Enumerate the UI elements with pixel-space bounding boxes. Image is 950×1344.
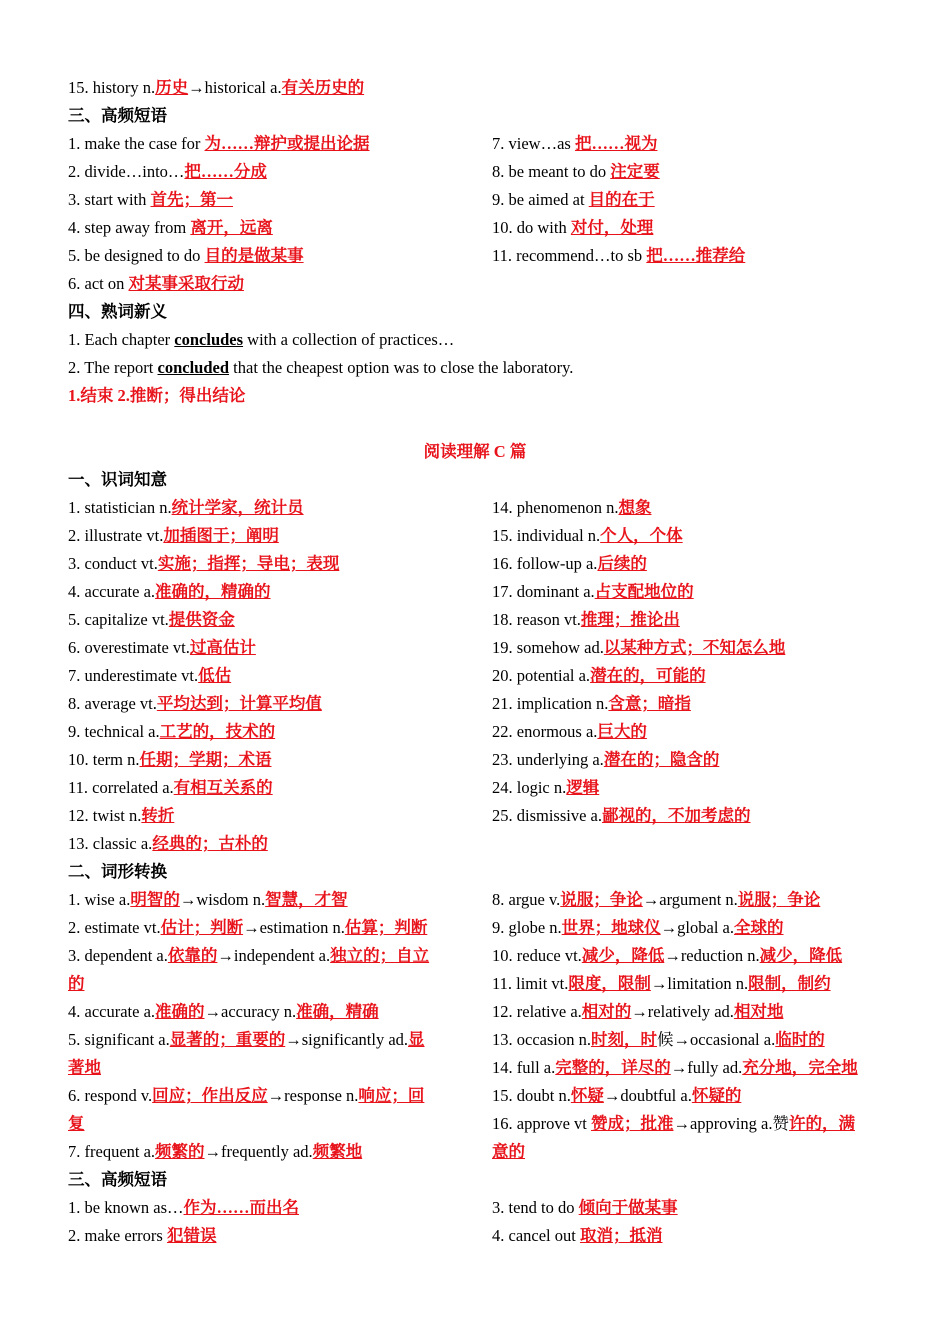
vocab-item <box>492 522 683 550</box>
passage-title: 阅读理解 C 篇 <box>423 442 527 461</box>
sentence-answers: 1.结束 2.推断；得出结论 <box>68 386 246 405</box>
vocab-item <box>68 494 304 522</box>
phrase-text: 4. cancel out <box>492 1226 580 1245</box>
conv-word: 7. frequent a. <box>68 1142 156 1161</box>
phrase-answer: 注定要 <box>610 162 660 181</box>
conversion-item <box>492 1110 855 1138</box>
conv-word: 候 <box>656 1030 674 1049</box>
conversion-wrap <box>68 1054 101 1082</box>
conv-answer: 意的 <box>492 1142 525 1161</box>
item-history <box>68 74 364 102</box>
phrase-item <box>492 130 657 158</box>
vocab-item <box>68 522 279 550</box>
vocab-word: 24. logic n. <box>492 778 567 797</box>
vocab-word: 6. overestimate vt. <box>68 638 190 657</box>
conversion-item <box>68 1026 425 1054</box>
vocab-answer: 含意；暗指 <box>608 694 691 713</box>
conv-word: →global a. <box>660 918 734 937</box>
conv-answer: 怀疑 <box>570 1086 604 1105</box>
conv-answer: 依靠的 <box>167 946 218 965</box>
phrase-answer: 目的在于 <box>588 190 655 209</box>
conv-word: →response n. <box>267 1086 359 1105</box>
conv-answer: 复 <box>68 1114 85 1133</box>
phrase-text: 5. be designed to do <box>68 246 205 265</box>
conversion-wrap <box>492 1138 525 1166</box>
conv-word: 5. significant a. <box>68 1030 170 1049</box>
phrase-text: 6. act on <box>68 274 129 293</box>
vocab-word: 5. capitalize vt. <box>68 610 169 629</box>
vocab-item <box>492 606 680 634</box>
vocab-word: 18. reason vt. <box>492 610 581 629</box>
vocab-answer: 巨大的 <box>597 722 647 741</box>
conv-answer: 智慧，才智 <box>265 890 348 909</box>
phrase-item <box>492 242 745 270</box>
conv-word: 16. approve vt <box>492 1114 591 1133</box>
vocab-answer: 统计学家，统计员 <box>171 498 304 517</box>
conversion-item <box>492 970 831 998</box>
conv-answer: 世界；地球仪 <box>561 918 661 937</box>
sentence-text: 1. Each chapter <box>68 330 175 349</box>
conv-answer: 怀疑的 <box>691 1086 742 1105</box>
vocab-item <box>68 662 231 690</box>
phrase-answer: 对某事采取行动 <box>128 274 244 293</box>
conv-answer: 充分地，完全地 <box>742 1058 858 1077</box>
conv-answer: 明智的 <box>130 890 180 909</box>
phrase-answer: 目的是做某事 <box>204 246 304 265</box>
vocab-answer: 实施；指挥；导电；表现 <box>157 554 340 573</box>
conversion-item <box>68 1082 424 1110</box>
conv-word: 13. occasion n. <box>492 1030 591 1049</box>
vocab-word: 10. term n. <box>68 750 140 769</box>
conversion-item <box>492 1026 825 1054</box>
phrase-item <box>68 242 304 270</box>
conv-answer: 著地 <box>68 1058 101 1077</box>
conversion-item <box>68 1138 362 1166</box>
vocab-word: 21. implication n. <box>492 694 609 713</box>
conv-answer: 响应；回 <box>358 1086 425 1105</box>
phrase-answer: 把……推荐给 <box>646 246 746 265</box>
vocab-word: 1. statistician n. <box>68 498 172 517</box>
phrase-text: 3. start with <box>68 190 151 209</box>
vocab-answer: 转折 <box>141 806 175 825</box>
phrase-answer: 离开，远离 <box>190 218 273 237</box>
conv-word: 12. relative a. <box>492 1002 582 1021</box>
conv-word: 2. estimate vt. <box>68 918 161 937</box>
phrase-text: 2. make errors <box>68 1226 167 1245</box>
phrase-text: 7. view…as <box>492 134 575 153</box>
vocab-item <box>492 774 599 802</box>
conversion-item <box>68 998 379 1026</box>
conv-word: →argument n. <box>642 890 738 909</box>
vocab-answer: 个人，个体 <box>600 526 683 545</box>
conv-answer: 频繁地 <box>312 1142 363 1161</box>
vocab-item <box>68 802 174 830</box>
phrase-text: 2. divide…into… <box>68 162 185 181</box>
conv-word: →significantly ad. <box>285 1030 409 1049</box>
phrase-answer: 取消；抵消 <box>579 1226 663 1245</box>
vocab-answer: 任期；学期；术语 <box>139 750 272 769</box>
vocab-item <box>492 550 647 578</box>
vocab-item <box>68 774 273 802</box>
phrase-item <box>68 270 244 298</box>
sentence-text: with a collection of practices… <box>243 330 455 349</box>
vocab-word: 9. technical a. <box>68 722 160 741</box>
vocab-item <box>68 746 272 774</box>
conv-word: →frequently ad. <box>204 1142 313 1161</box>
vocab-word: 4. accurate a. <box>68 582 156 601</box>
conv-answer: 估计；判断 <box>160 918 244 937</box>
conversion-wrap <box>68 970 85 998</box>
conv-word: 1. wise a. <box>68 890 131 909</box>
vocab-answer: 低估 <box>198 666 232 685</box>
conv-word: →occasional a. <box>673 1030 776 1049</box>
conv-answer: 显 <box>408 1030 425 1049</box>
conv-word: →approving a.赞 <box>673 1114 789 1133</box>
phrase-text: 4. step away from <box>68 218 191 237</box>
vocab-item <box>492 718 647 746</box>
conv-word: 8. argue v. <box>492 890 561 909</box>
vocab-word: 17. dominant a. <box>492 582 595 601</box>
vocab-answer: 鄙视的，不加考虑的 <box>602 806 751 825</box>
phrase-item <box>492 158 660 186</box>
vocab-answer: 工艺的，技术的 <box>159 722 276 741</box>
vocab-item <box>68 718 275 746</box>
conv-answer: 限制，制约 <box>748 974 831 993</box>
vocab-word: 16. follow-up a. <box>492 554 598 573</box>
vocab-word: 8. average vt. <box>68 694 157 713</box>
conversion-item <box>492 942 842 970</box>
vocab-word: 22. enormous a. <box>492 722 598 741</box>
conv-answer: 许的，满 <box>788 1114 855 1133</box>
conv-answer: 减少，降低 <box>759 946 843 965</box>
sentence-text: 2. The report <box>68 358 158 377</box>
vocab-answer: 提供资金 <box>168 610 235 629</box>
vocab-answer: 后续的 <box>597 554 647 573</box>
phrase-answer: 倾向于做某事 <box>578 1198 678 1217</box>
vocab-answer: 平均达到；计算平均值 <box>156 694 322 713</box>
conv-word: →accuracy n. <box>204 1002 297 1021</box>
section-heading: 三、高频短语 <box>68 1170 167 1189</box>
conv-answer: 临时的 <box>775 1030 825 1049</box>
phrase-text: 3. tend to do <box>492 1198 579 1217</box>
phrase-answer: 把……分成 <box>184 162 267 181</box>
conversion-wrap <box>68 1110 85 1138</box>
phrase-text: 1. make the case for <box>68 134 205 153</box>
vocab-item <box>68 690 322 718</box>
conv-word: →limitation n. <box>650 974 749 993</box>
conv-word: 11. limit vt. <box>492 974 569 993</box>
section-heading: 二、词形转换 <box>68 862 167 881</box>
conv-word: →independent a. <box>217 946 331 965</box>
conv-answer: 频繁的 <box>155 1142 205 1161</box>
phrase-item <box>68 214 273 242</box>
example-sentence <box>68 354 573 382</box>
conversion-item <box>68 914 427 942</box>
vocab-item <box>492 690 691 718</box>
item-answer: 有关历史的 <box>281 78 365 97</box>
conv-answer: 全球的 <box>734 918 784 937</box>
conv-word: 14. full a. <box>492 1058 556 1077</box>
phrase-answer: 作为……而出名 <box>183 1198 299 1217</box>
conv-word: →relatively ad. <box>631 1002 734 1021</box>
conv-answer: 说服；争论 <box>737 890 821 909</box>
vocab-word: 12. twist n. <box>68 806 142 825</box>
item-prompt: 15. history n. <box>68 78 156 97</box>
conv-answer: 说服；争论 <box>560 890 643 909</box>
conv-answer: 时刻，时 <box>590 1030 657 1049</box>
vocab-answer: 想象 <box>618 498 652 517</box>
vocab-word: 19. somehow ad. <box>492 638 604 657</box>
conversion-item <box>492 998 783 1026</box>
vocab-answer: 过高估计 <box>189 638 256 657</box>
conv-answer: 赞成；批准 <box>590 1114 674 1133</box>
phrase-text: 8. be meant to do <box>492 162 611 181</box>
conversion-item <box>492 886 820 914</box>
conversion-item <box>492 1054 858 1082</box>
phrase-item <box>68 1222 216 1250</box>
phrase-item <box>68 1194 299 1222</box>
vocab-item <box>68 606 235 634</box>
conv-answer: 准确，精确 <box>296 1002 379 1021</box>
sentence-text: that the cheapest option was to close the laboratory. <box>229 358 574 377</box>
phrase-item <box>492 1194 678 1222</box>
vocab-answer: 占支配地位的 <box>594 582 694 601</box>
vocab-word: 14. phenomenon n. <box>492 498 619 517</box>
phrase-answer: 犯错误 <box>166 1226 217 1245</box>
vocab-word: 11. correlated a. <box>68 778 174 797</box>
vocab-word: 23. underlying a. <box>492 750 604 769</box>
conv-word: 9. globe n. <box>492 918 562 937</box>
vocab-word: 7. underestimate vt. <box>68 666 199 685</box>
conv-answer: 相对地 <box>733 1002 784 1021</box>
conv-answer: 准确的 <box>155 1002 205 1021</box>
vocab-item <box>492 634 785 662</box>
keyword: concludes <box>174 330 244 349</box>
phrase-text: 1. be known as… <box>68 1198 184 1217</box>
phrase-text: 9. be aimed at <box>492 190 589 209</box>
section-heading: 一、识词知意 <box>68 470 167 489</box>
vocab-answer: 准确的，精确的 <box>155 582 271 601</box>
vocab-answer: 推理；推论出 <box>580 610 680 629</box>
vocab-item <box>492 494 651 522</box>
vocab-answer: 有相互关系的 <box>173 778 273 797</box>
section-heading: 三、高频短语 <box>68 106 167 125</box>
vocab-item <box>68 634 256 662</box>
conv-word: →estimation n. <box>243 918 345 937</box>
conversion-item <box>68 942 429 970</box>
conv-word: 3. dependent a. <box>68 946 168 965</box>
vocab-answer: 逻辑 <box>566 778 600 797</box>
conversion-item <box>492 914 784 942</box>
conv-answer: 完整的，详尽的 <box>555 1058 671 1077</box>
vocab-answer: 潜在的；隐含的 <box>603 750 720 769</box>
conv-answer: 回应；作出反应 <box>152 1086 268 1105</box>
vocab-word: 13. classic a. <box>68 834 153 853</box>
vocab-item <box>68 550 339 578</box>
conv-answer: 减少，降低 <box>581 946 665 965</box>
conv-answer: 独立的；自立 <box>330 946 430 965</box>
phrase-text: 11. recommend…to sb <box>492 246 647 265</box>
example-sentence <box>68 326 454 354</box>
phrase-answer: 对付，处理 <box>570 218 654 237</box>
conv-answer: 的 <box>68 974 85 993</box>
conv-answer: 显著的；重要的 <box>169 1030 286 1049</box>
keyword: concluded <box>157 358 230 377</box>
conv-word: 10. reduce vt. <box>492 946 582 965</box>
vocab-item <box>492 578 694 606</box>
conversion-item <box>68 886 348 914</box>
item-prompt: →historical a. <box>188 78 282 97</box>
vocab-answer: 潜在的，可能的 <box>590 666 706 685</box>
conv-word: →doubtful a. <box>603 1086 692 1105</box>
vocab-answer: 加插图于；阐明 <box>163 526 279 545</box>
phrase-item <box>68 158 267 186</box>
vocab-item <box>492 802 751 830</box>
vocab-answer: 以某种方式；不知怎么地 <box>603 638 786 657</box>
conv-answer: 限度，限制 <box>568 974 651 993</box>
conv-word: 6. respond v. <box>68 1086 153 1105</box>
section-heading: 四、熟词新义 <box>68 302 167 321</box>
vocab-word: 20. potential a. <box>492 666 591 685</box>
conv-answer: 估算；判断 <box>344 918 428 937</box>
phrase-answer: 为……辩护或提出论据 <box>204 134 370 153</box>
conv-word: →wisdom n. <box>179 890 266 909</box>
vocab-word: 15. individual n. <box>492 526 601 545</box>
vocab-item <box>68 578 271 606</box>
conv-word: 15. doubt n. <box>492 1086 571 1105</box>
vocab-word: 3. conduct vt. <box>68 554 158 573</box>
phrase-answer: 首先；第一 <box>150 190 233 209</box>
vocab-answer: 经典的；古朴的 <box>152 834 268 853</box>
vocab-item <box>492 746 719 774</box>
phrase-item <box>68 130 370 158</box>
phrase-item <box>492 214 653 242</box>
vocab-word: 2. illustrate vt. <box>68 526 164 545</box>
phrase-answer: 把……视为 <box>574 134 658 153</box>
conv-word: →fully ad. <box>670 1058 743 1077</box>
vocab-item <box>68 830 268 858</box>
vocab-item <box>492 662 706 690</box>
phrase-item <box>68 186 233 214</box>
phrase-item <box>492 186 655 214</box>
item-answer: 历史 <box>155 78 189 97</box>
conv-word: 4. accurate a. <box>68 1002 156 1021</box>
vocab-word: 25. dismissive a. <box>492 806 602 825</box>
conversion-item <box>492 1082 741 1110</box>
conv-word: →reduction n. <box>664 946 760 965</box>
conv-answer: 相对的 <box>581 1002 632 1021</box>
phrase-text: 10. do with <box>492 218 571 237</box>
phrase-item <box>492 1222 662 1250</box>
